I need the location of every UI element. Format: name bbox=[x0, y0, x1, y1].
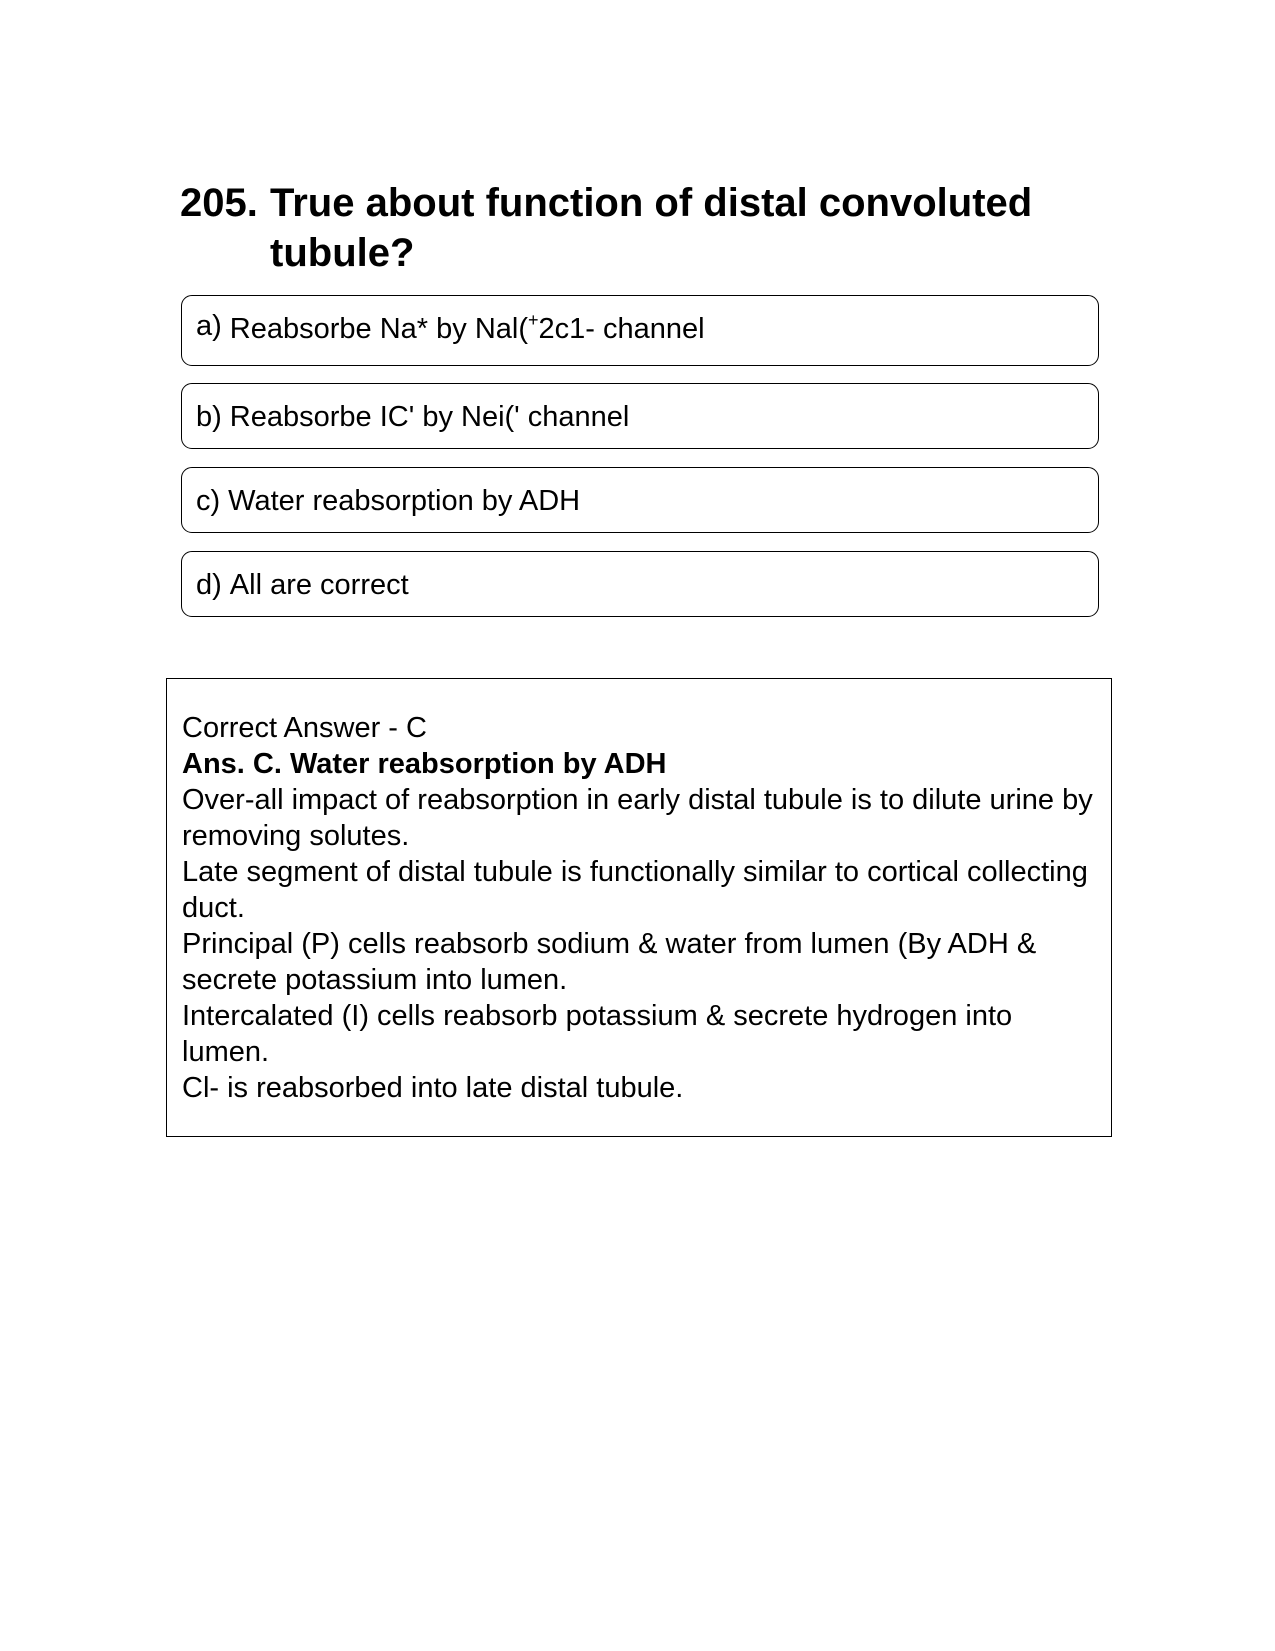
correct-answer-line: Correct Answer - C bbox=[182, 712, 427, 744]
option-a-text-part2: 2c1- channel bbox=[538, 313, 705, 345]
option-c-text: Water reabsorption by ADH bbox=[228, 485, 581, 517]
option-a-text-part1: Reabsorbe Na* by Nal( bbox=[229, 313, 528, 345]
question-number: 205. bbox=[180, 181, 258, 225]
option-b[interactable] bbox=[181, 383, 1099, 449]
explanation-paragraph: Cl- is reabsorbed into late distal tubule. bbox=[182, 1072, 684, 1104]
explanation-paragraph: Intercalated (I) cells reabsorb potassium & secrete hydrogen into lumen. bbox=[182, 1000, 1013, 1068]
option-d-text: All are correct bbox=[229, 569, 409, 601]
answer-heading: Ans. C. Water reabsorption by ADH bbox=[182, 748, 667, 780]
option-c-letter: c) bbox=[196, 485, 221, 517]
option-c[interactable] bbox=[181, 467, 1099, 533]
option-a-letter: a) bbox=[196, 310, 222, 342]
explanation-paragraph: Late segment of distal tubule is functionally similar to cortical collecting duct. bbox=[182, 856, 1088, 924]
option-a[interactable] bbox=[181, 295, 1099, 366]
option-a-superscript: + bbox=[528, 310, 539, 330]
question-text: True about function of distal convoluted tubule? bbox=[270, 181, 1033, 275]
question-heading bbox=[180, 178, 1100, 278]
option-d[interactable] bbox=[181, 551, 1099, 617]
option-b-letter: b) bbox=[196, 401, 222, 433]
explanation-paragraph: Principal (P) cells reabsorb sodium & water from lumen (By ADH & secrete potassium into lumen. bbox=[182, 928, 1037, 996]
explanation-paragraph: Over-all impact of reabsorption in early distal tubule is to dilute urine by removing solutes. bbox=[182, 784, 1093, 852]
option-d-letter: d) bbox=[196, 569, 222, 601]
answer-explanation-box bbox=[166, 678, 1112, 1137]
option-b-text: Reabsorbe IC' by Nei(' channel bbox=[229, 401, 630, 433]
